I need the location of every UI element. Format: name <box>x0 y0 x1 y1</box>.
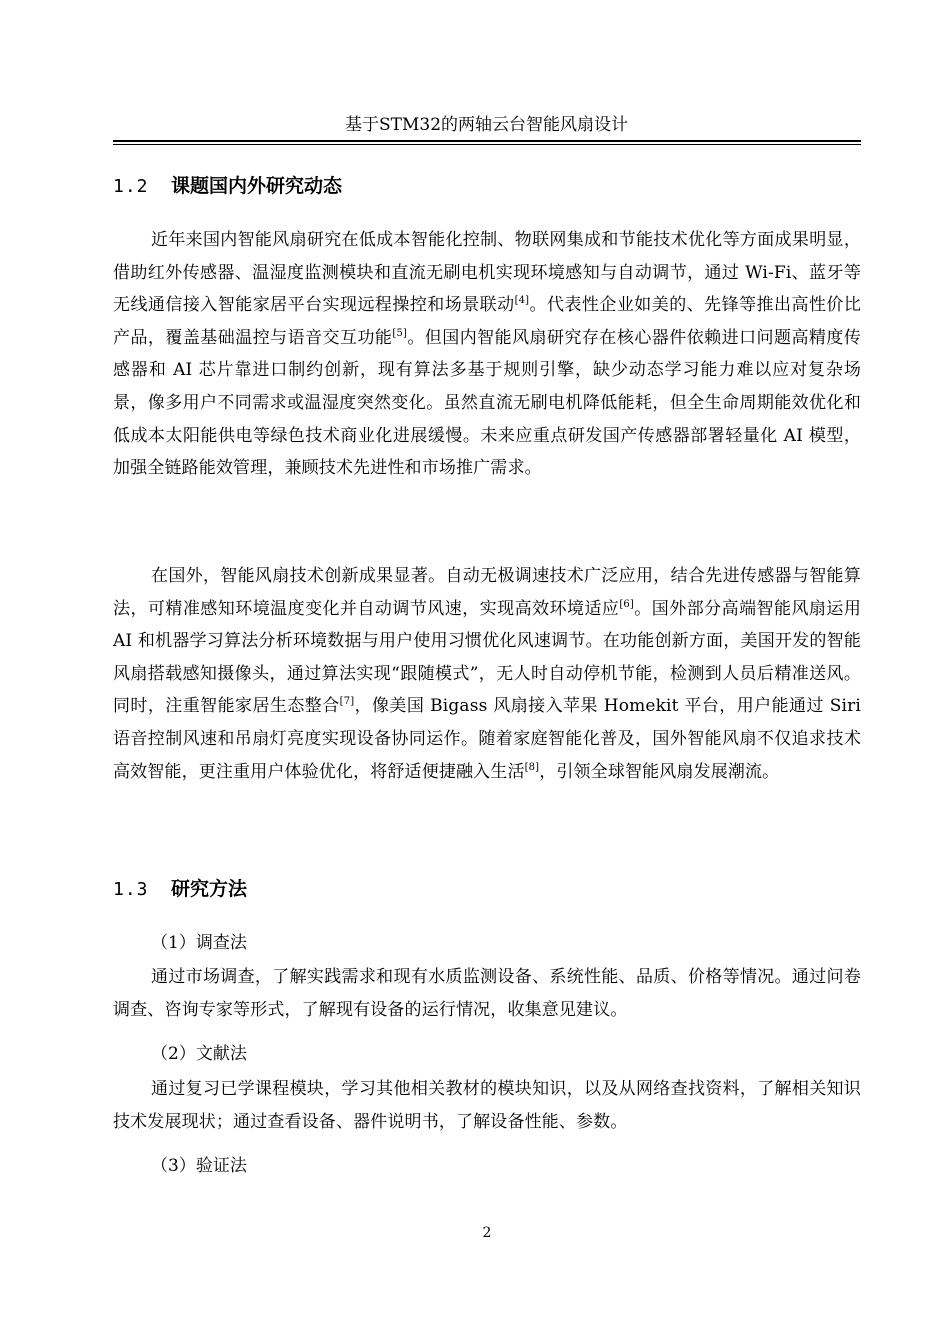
paragraph-text: ，像美国 Bigass 风扇接入苹果 Homekit 平台，用户能通过 Siri 语音控制风速和吊扇灯亮度实现设备协同运作。随着家庭智能化普及，国外智能风扇不仅追求技术高效智能，更注重用户体验优化，将舒适便捷融入生活 <box>113 696 861 782</box>
paragraph-text: 。但国内智能风扇研究存在核心器件依赖进口问题高精度传感器和 AI 芯片靠进口制约创新，现有算法多基于规则引擎，缺少动态学习能力难以应对复杂场景，像多用户不同需求或温湿度突然变化。虽然直流无刷电机降低能耗，但全生命周期能效优化和低成本太阳能供电等绿色技术商业化进展缓慢。未来应重点研发国产传感器部署轻量化 AI 模型，加强全链路能效管理，兼顾技术先进性和市场推广需求。 <box>113 327 862 479</box>
paragraph-text: 在国外，智能风扇技术创新成果显著。自动无极调速技术广泛应用，结合先进传感器与智能算法，可精准感知环境温度变化并自动调节风速，实现高效环境适应 <box>113 566 861 619</box>
paragraph-text: 。国外部分高端智能风扇运用 AI 和机器学习算法分析环境数据与用户使用习惯优化风速调节。在功能创新方面，美国开发的智能风扇搭载感知摄像头，通过算法实现“跟随模式”，无人时自动停机节能，检测到人员后精准送风。同时，注重智能家居生态整合 <box>113 598 861 717</box>
section-number: 1.2 <box>113 176 149 197</box>
header-rule-thick <box>113 140 861 142</box>
section-heading-1-2 <box>113 171 860 201</box>
section-title: 课题国内外研究动态 <box>171 175 343 197</box>
citation-ref: [4] <box>514 295 530 307</box>
paragraph-text: 近年来国内智能风扇研究在低成本智能化控制、物联网集成和节能技术优化等方面成果明显，借助红外传感器、温湿度监测模块和直流无刷电机实现环境感知与自动调节，通过 Wi-Fi、蓝牙等无线通信接入智能家居平台实现远程操控和场景联动 <box>113 230 861 316</box>
paragraph-foreign-research <box>113 560 861 788</box>
running-header-title: 基于STM32的两轴云台智能风扇设计 <box>344 115 629 135</box>
section-number: 1.3 <box>113 879 149 900</box>
paragraph-domestic-research <box>113 224 861 485</box>
citation-ref: [6] <box>619 598 634 610</box>
paragraph-text: ，引领全球智能风扇发展潮流。 <box>539 761 780 782</box>
paragraph-survey-method: 通过市场调查，了解实践需求和现有水质监测设备、系统性能、品质、价格等情况。通过问卷调查、咨询专家等形式，了解现有设备的运行情况，收集意见建议。 <box>113 967 861 1020</box>
method-label-verification: （3）验证法 <box>151 1156 247 1176</box>
section-title: 研究方法 <box>171 878 248 900</box>
citation-ref: [8] <box>524 761 540 773</box>
citation-ref: [7] <box>339 696 355 708</box>
method-label-survey: （1）调查法 <box>151 933 247 953</box>
citation-ref: [5] <box>392 327 408 339</box>
paragraph-text: 。代表性企业如美的、先锋等推出高性价比产品，覆盖基础温控与语音交互功能 <box>113 295 861 348</box>
method-label-literature: （2）文献法 <box>151 1044 247 1064</box>
header-rule-thin <box>113 144 861 145</box>
paragraph-literature-method: 通过复习已学课程模块，学习其他相关教材的模块知识，以及从网络查找资料，了解相关知识技术发展现状；通过查看设备、器件说明书，了解设备性能、参数。 <box>113 1079 861 1132</box>
section-heading-1-3 <box>113 874 860 904</box>
page-number: 2 <box>482 1225 492 1241</box>
